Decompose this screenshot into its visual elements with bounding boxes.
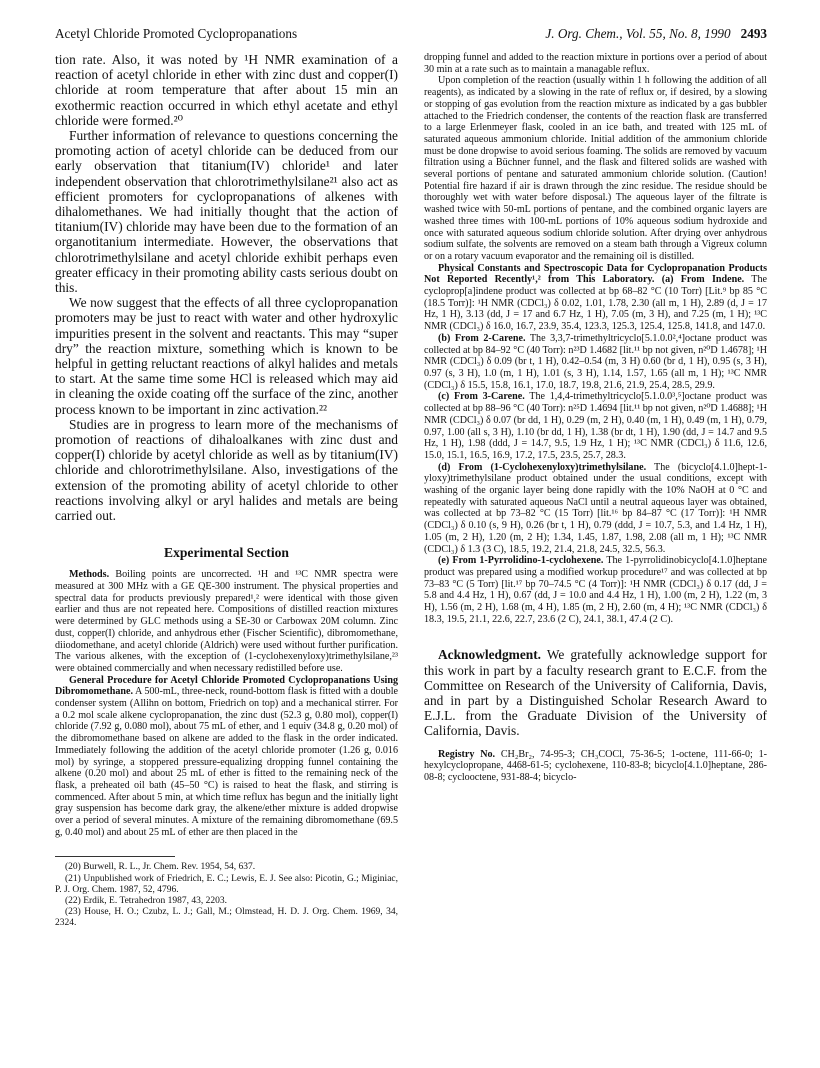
paragraph: We now suggest that the effects of all three cyclopropanation promoters may be just to react with water and other hydroxylic impurities present in the solvent and reactants. This may “super dry” the reaction mixture, something which is known to be helpful in getting reluctant reactions of alkyl halides and metals to start. At the same time some HCl is released which may aid in cleaning the oxide coating off the surface of the zinc, another process known to be important in zinc activation.²² (55, 295, 398, 417)
footnote: (22) Erdik, E. Tetrahedron 1987, 43, 2203. (65, 896, 227, 907)
paragraph: dropping funnel and added to the reaction mixture in portions over a period of about 30 min at a rate such as to maintain a managable reflux. (424, 52, 767, 75)
journal-name: J. Org. Chem., Vol. 55, No. 8, 1990 (545, 26, 731, 41)
paragraph-body: Boiling points are uncorrected. ¹H and ¹³C NMR spectra were measured at 300 MHz with a GE QE-300 instrument. The physical properties and spectral data for products previously prepared¹,² were identical with those given earlier and thus are not repeated here. Compositions of distilled reaction mixtures were determined by GLC methods using a SE-30 or Carbowax 20M column. Zinc dust, copper(I) chloride, and anhydrous ether (Fischer Scientific), dibromomethane, diiodomethane, and acetyl chloride (Aldrich) were used without further purification. The various alkenes, with the exception of (1-cyclohexenyloxy)trimethylsilane,²³ were obtained commercially and when necessary redistilled before use. (55, 569, 398, 674)
paragraph: Further information of relevance to questions concerning the promoting action of acetyl chloride can be deduced from our early observation that titanium(IV) chloride¹ and later independent observation that chlorotrimethylsilane²¹ also act as efficient promoters for cyclopropanations of alkenes with dihalomethanes. We had initially thought that the action of titanium(IV) chloride may have been due to the formation of an organotitanium intermediate. However, the observations that chlorotrimethylsilane and acetyl chloride exhibit perhaps even greater efficacy in their promoting ability casts serious doubt on this. (55, 128, 398, 296)
paragraph-body: CH₂Br₂, 74-95-3; CH₃COCl, 75-36-5; 1-octene, 111-66-0; 1-hexylcyclopropane, 4468-61-5; cyclohexene, 110-83-8; bicyclo[4.1.0]heptane, 286-08-8; cyclooctene, 931-88-4; bicyclo- (424, 748, 767, 784)
paragraph-body: The (bicyclo[4.1.0]hept-1-yloxy)trimethylsilane product obtained under the usual conditions, except with washing of the organic layer being done rapidly with the 10% NaOH at 0 °C and repeatedly with saturated aqueous NaCl until a neutral aqueous layer was obtained, was collected at bp 73–82 °C (15 Torr) [lit.¹⁶ bp 84–87 °C (17 Torr)]: ¹H NMR (CDCl₃) δ 0.10 (s, 9 H), 0.26 (br t, 1 H), 0.79 (ddd, J = 10.7, 5.3, and 1.4 Hz, 1 H), 1.05 (m, 2 H), 1.20 (m, 2 H); 1.34, 1.45, 1.87, 1.98, 2.08 (all m, 1 H); ¹³C NMR (CDCl₃) δ 1.3 (3 C), 18.5, 19.2, 21.4, 21.8, 24.5, 32.5, 56.3. (424, 461, 768, 555)
running-title: Acetyl Chloride Promoted Cyclopropanations (55, 26, 298, 41)
section-title: Experimental Section (164, 545, 289, 561)
runin-heading: General Procedure for Acetyl Chloride Promoted Cyclopropanations Using Dibromomethane. (55, 674, 398, 698)
runin-heading: (b) From 2-Carene. (438, 332, 526, 344)
data-paragraph (424, 555, 767, 625)
paragraph: Studies are in progress to learn more of the mechanisms of promotion of reactions of dihaloalkanes with zinc dust and copper(I) chloride by acetyl chloride as well as by titanium(IV) chloride and chlorotrimethylsilane. Also, investigations of the extension of the promoting ability of acetyl chloride to other reactions involving alkyl or aryl halides and metals are being carried out. (55, 416, 398, 524)
paragraph-body: The 1-pyrrolidinobicyclo[4.1.0]heptane product was prepared using a modified workup procedure¹⁷ and was collected at bp 73–83 °C (5 Torr) [lit.¹⁷ bp 70–74.5 °C (4 Torr)]: ¹H NMR (CDCl₃) δ 0.17 (dd, J = 5.8 and 4.4 Hz, 1 H), 0.67 (dd, J = 10.0 and 4.4 Hz, 1 H), 1.00 (m, 2 H), 1.22 (m, 3 H), 1.56 (m, 2 H), 1.68 (m, 4 H), 1.85 (m, 2 H), 2.60 (m, 4 H); ¹³C NMR (CDCl₃) δ 18.3, 19.5, 21.1, 22.6, 22.7, 23.6 (2 C), 24.1, 38.1, 47.4 (2 C). (424, 555, 767, 625)
footnote-rule (55, 856, 175, 857)
paragraph-body: The cycloprop[a]indene product was collected at bp 68–82 °C (10 Torr) [Lit.⁹ bp 85 °C (18.5 Torr)]: ¹H NMR (CDCl₃) δ 0.02, 1.01, 1.78, 2.30 (all m, 1 H), 2.89 (d, J = 17 Hz, 1 H), 3.13 (dd, J = 17 and 6.7 Hz, 1 H), 7.05 (m, 3 H), and 7.25 (m, 1 H); ¹³C NMR (CDCl₃) δ 16.0, 16.7, 23.9, 35.4, 123.3, 125.3, 125.4, 125.8, 141.8, and 147.0. (424, 274, 767, 333)
runin-heading: Physical Constants and Spectroscopic Data for Cyclopropanation Products Not Reported Recently¹,² from This Laboratory. (a) From Indene. (424, 262, 767, 286)
right-column (424, 52, 767, 784)
runin-heading: (d) From (1-Cyclohexenyloxy)trimethylsilane. (438, 461, 647, 473)
data-paragraph (424, 263, 767, 333)
footnote: (23) House, H. O.; Czubz, L. J.; Gall, M.; Olmstead, H. D. J. Org. Chem. 1969, 34, 2324. (55, 907, 398, 929)
data-paragraph (424, 462, 767, 556)
paragraph-body: We gratefully acknowledge support for this work in part by a faculty research grant to E.C.F. from the Committee on Research of the University of California, Davis, and in part by a Distinguished Scholar Research Award to E.J.L. from the Graduate Division of the University of California, Davis. (424, 647, 767, 739)
runin-heading: Acknowledgment. (438, 647, 542, 663)
paragraph-body: The 3,3,7-trimethyltricyclo[5.1.0.0²,⁴]octane product was collected at bp 84–92 °C (40 Torr): n²³D 1.4682 [lit.¹¹ bp not given, n²⁰D 1.4678]; ¹H NMR (CDCl₃) δ 0.09 (br t, 1 H), 0.42–0.54 (m, 3 H) 0.60 (br d, 1 H), 0.95 (s, 3 H), 0.97 (s, 3 H), 1.0 (m, 1 H), 1.01 (s, 3 H), 1.14, 1.57, 1.65 (all m, 1 H); ¹³C NMR (CDCl₃) δ 15.5, 15.8, 16.1, 17.0, 18.7, 19.8, 21.6, 21.9, 25.4, 28.5, 29.9. (424, 332, 767, 391)
paragraph: tion rate. Also, it was noted by ¹H NMR examination of a reaction of acetyl chloride in ether with zinc dust and copper(I) chloride at room temperature that after about 15 min an exothermic reaction occurred in which ethyl acetate and ethyl chloride were formed.²⁰ (55, 52, 398, 128)
acknowledgment-paragraph (424, 647, 767, 738)
data-paragraph (424, 391, 767, 461)
runin-heading: (c) From 3-Carene. (438, 391, 525, 403)
runin-heading: Methods. (69, 569, 110, 581)
footnote: (21) Unpublished work of Friedrich, E. C.; Lewis, E. J. See also: Picotin, G.; Miginiac, P. J. Org. Chem. 1987, 52, 4796. (55, 873, 398, 895)
footnote: (20) Burwell, R. L., Jr. Chem. Rev. 1954, 54, 637. (65, 862, 256, 873)
methods-paragraph (55, 569, 398, 674)
paragraph: Upon completion of the reaction (usually within 1 h following the addition of all reagents), as indicated by a slowing in the rate of reflux or, if desired, by a slowing or stopping of gas evolution from the reaction mixture as indicated by a gas bubbler attached to the Friedrich condenser, the contents of the reaction flask are transferred to a large Erlenmeyer flask, cooled in an ice bath, and treated with 125 mL of saturated aqueous ammonium chloride. Initial addition of the ammonium chloride must be done dropwise to avoid serious foaming. The solids are removed by vacuum filtration using a Büchner funnel, and the flask and filtered solids are washed with several portions of pentane and saturated ammonium chloride solution. (Caution! Potential fire hazard if air is drawn through the zinc residue. The residue should be thoroughly wet with water before disposal.) The aqueous layer of the filtrate is washed twice with 50-mL portions of pentane, and the combined organic layers are washed three times with 100-mL portions of 10% aqueous sodium hydroxide and once with saturated aqueous sodium chloride solution. After drying over anhydrous sodium sulfate, the solvents are removed on a steam bath through a Vigreux column or on a rotary vacuum evaporator and the remaining oil is distilled. (424, 75, 767, 262)
running-header (55, 26, 767, 44)
registry-paragraph (424, 749, 767, 784)
journal-citation (545, 26, 767, 42)
paragraph-body: A 500-mL, three-neck, round-bottom flask is fitted with a double condenser system (Allihn on bottom, Friedrich on top) and a mechanical stirrer. For a 0.2 mol scale alkene cyclopropanation, the zinc dust (52.3 g, 0.80 mol), copper(I) chloride (7.92 g, 0.080 mol), about 75 mL of ether, and 1 equiv (34.8 g, 0.20 mol) of the dibromomethane based on alkene are added to the flask in the order indicated. Immediately following the addition of the acetyl chloride promoter (1.26 g, 0.016 mol) by syringe, a stoppered pressure-equalizing dropping funnel containing the alkene (0.20 mol) and about 25 mL of ether is fitted to the remaining neck of the flask, a preheated oil bath (45–50 °C) is raised to heat the flask, and stirring is commenced. After about 5 min, at which time reflux has begun and the initially light gray suspension has become dark gray, the alkene/ether mixture is added dropwise over a period of several minutes. A mixture of the remaining dibromomethane (69.5 g, 0.40 mol) and about 25 mL of ether are then placed in the (55, 686, 398, 838)
procedure-paragraph (55, 675, 398, 839)
runin-heading: Registry No. (438, 748, 496, 760)
left-column (55, 52, 398, 930)
runin-heading: (e) From 1-Pyrrolidino-1-cyclohexene. (438, 555, 604, 567)
data-paragraph (424, 333, 767, 392)
paragraph-body: The 1,4,4-trimethyltricyclo[5.1.0.0³,⁵]octane product was collected at bp 88–96 °C (40 Torr): n²⁵D 1.4694 [lit.¹¹ bp not given, n²⁰D 1.4688]; ¹H NMR (CDCl₃) δ 0.07 (br dd, 1 H), 0.29 (m, 2 H), 0.40 (m, 1 H), 0.49 (m, 1 H), 0.79, 0.97, 1.00 (all s, 3 H), 1.10 (br dd, 1 H), 1.38 (br dt, 1 H), 1.90 (dd, J = 14.7 and 9.5 Hz, 1 H), 1.98 (ddd, J = 14.7, 9.5, 1.9 Hz, 1 H); ¹³C NMR (CDCl₃) δ 11.6, 12.6, 15.0, 15.1, 16.5, 16.9, 17.2, 17.5, 23.5, 25.7, 28.3. (424, 391, 767, 461)
page-number: 2493 (740, 26, 767, 41)
